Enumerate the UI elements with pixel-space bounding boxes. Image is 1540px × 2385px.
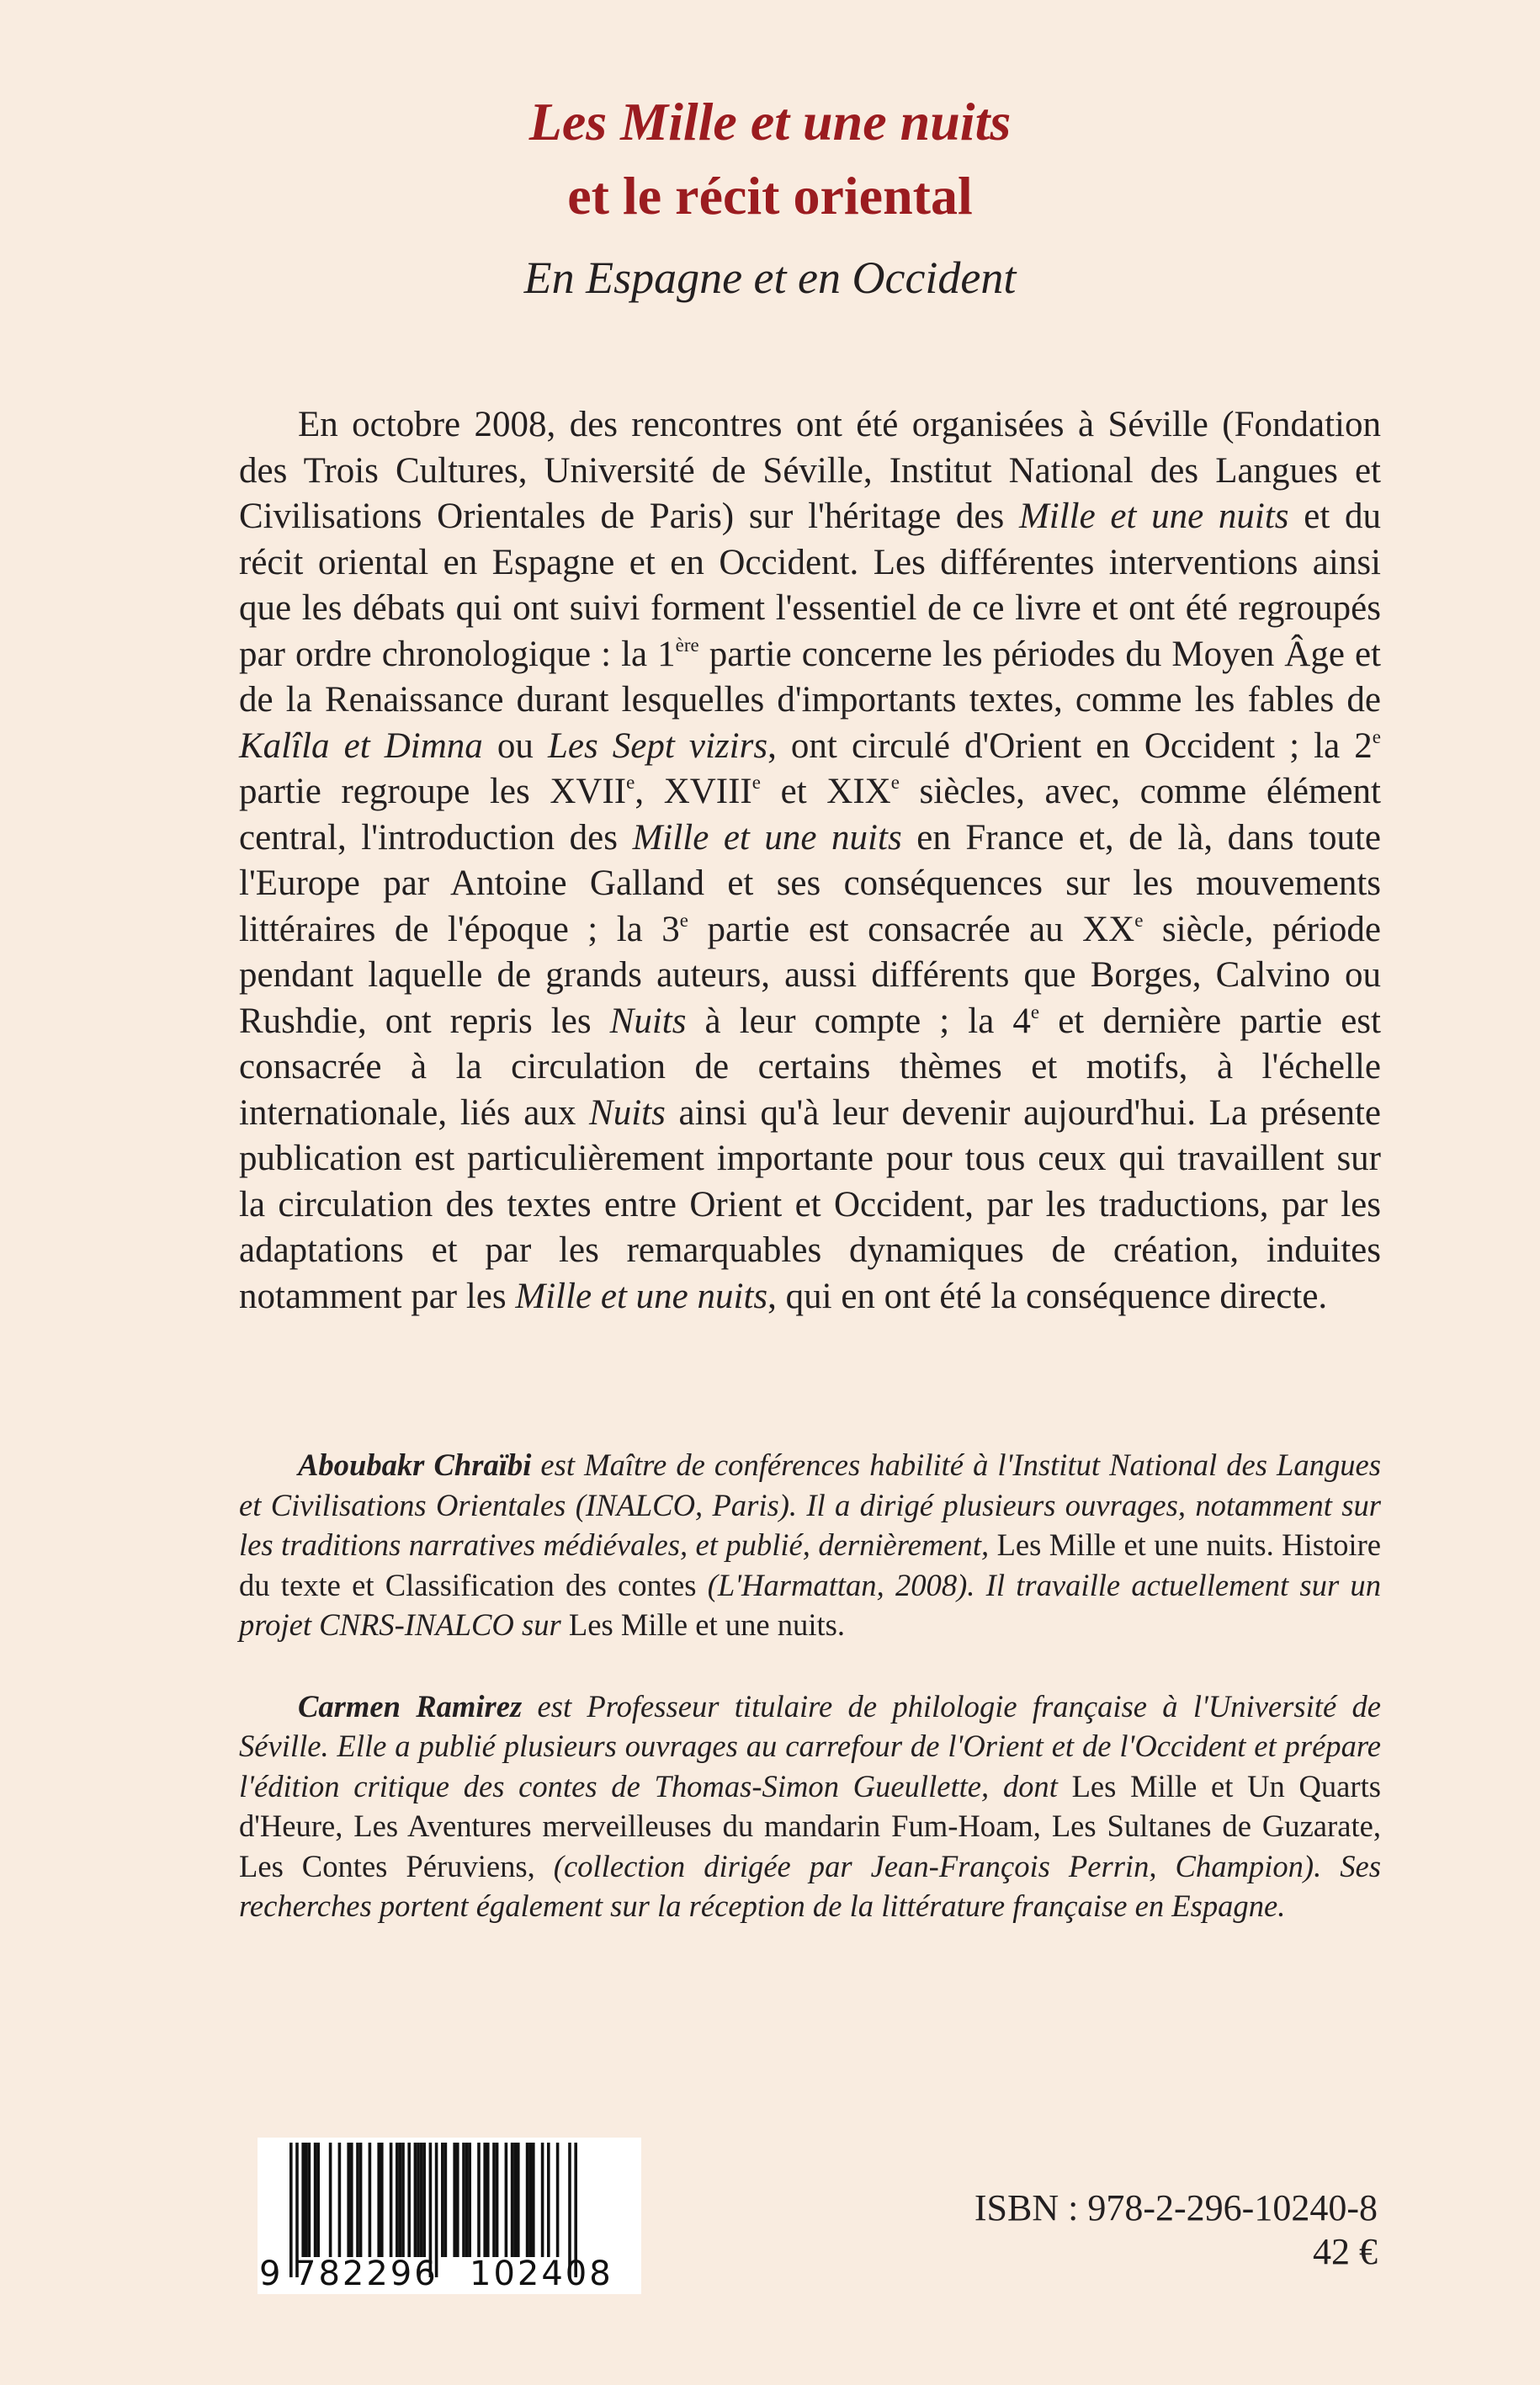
- superscript: e: [626, 772, 635, 793]
- text-run: siècle, période pendant laquelle de grands auteurs, aussi différents que Borges, Calvino ou Rushdie, ont repris les: [239, 909, 1381, 1041]
- barcode-bar: [453, 2143, 456, 2257]
- text-run: (L'Harmattan, 2008). Il travaille actuellement sur un projet CNRS-INALCO sur: [239, 1567, 1381, 1642]
- barcode-bar: [316, 2143, 320, 2257]
- summary-text: [239, 402, 1381, 1320]
- title-line-2: et le récit oriental: [567, 166, 973, 226]
- italic-run: Les Sept vizirs: [547, 725, 768, 766]
- subtitle: En Espagne et en Occident: [523, 252, 1017, 303]
- barcode-bar: [526, 2143, 529, 2257]
- barcode: [258, 2138, 641, 2294]
- barcode-bar: [417, 2143, 420, 2257]
- barcode-bar: [456, 2143, 459, 2257]
- barcode-bar: [356, 2143, 359, 2257]
- barcode-digits: [258, 2255, 641, 2292]
- text-run: .: [836, 1607, 846, 1642]
- italic-run: Kalîla et Dimna: [239, 725, 483, 766]
- barcode-bar: [308, 2143, 311, 2257]
- superscript: e: [890, 772, 900, 793]
- text-run: partie concerne les périodes du Moyen Âge et de la Renaissance durant lesquelles d'importants textes, comme les fables de: [239, 634, 1381, 720]
- text-run: et XIX: [760, 772, 891, 811]
- author-name: Aboubakr Chraïbi: [298, 1447, 532, 1482]
- barcode-bar: [414, 2143, 417, 2257]
- italic-run: Nuits: [589, 1092, 666, 1133]
- text-run: partie regroupe les XVII: [239, 772, 627, 811]
- barcode-bar: [377, 2143, 380, 2257]
- superscript: ère: [675, 634, 699, 656]
- text-run: est Maître de conférences habilité à l'Institut National des Langues et Civilisations Orientales (INALCO, Paris). Il a dirigé plusieurs ouvrages, notamment sur les traditions narratives médiévales, et publié, dernièrement,: [239, 1447, 1381, 1562]
- barcode-bar: [556, 2143, 560, 2257]
- barcode-bar: [347, 2143, 350, 2257]
- text-run: , qui en ont été la conséquence directe.: [767, 1276, 1328, 1316]
- barcode-bar: [541, 2143, 544, 2257]
- barcode-bar: [380, 2143, 384, 2257]
- superscript: e: [1030, 1001, 1040, 1023]
- barcode-bar: [444, 2143, 448, 2257]
- barcode-bar: [486, 2143, 490, 2257]
- barcode-bar: [399, 2143, 402, 2257]
- text-run: (collection dirigée par Jean-François Perrin, Champion). Ses recherches portent également sur la réception de la littérature française en Espagne.: [239, 1848, 1381, 1923]
- barcode-bar: [422, 2143, 426, 2257]
- text-run: et du récit oriental en Espagne et en Occident. Les différentes interventions ainsi que les débats qui ont suivi forment l'essentiel de ce livre et ont été regroupés par ordre chronologique : la 1: [239, 497, 1381, 674]
- barcode-bar: [390, 2143, 393, 2257]
- italic-run: Mille et une nuits: [515, 1276, 768, 1316]
- text-run: siècles, avec, comme élément central, l'introduction des: [239, 772, 1381, 858]
- barcode-bar: [477, 2143, 481, 2257]
- text-run: partie est consacrée au XX: [688, 909, 1135, 949]
- author-name: Carmen Ramirez: [298, 1688, 523, 1724]
- text-run: , ont circulé d'Orient en Occident ; la 2: [767, 725, 1373, 766]
- barcode-left-digits: 782296: [295, 2255, 438, 2293]
- superscript: e: [1134, 909, 1144, 931]
- barcode-bar: [369, 2143, 372, 2257]
- barcode-bar: [338, 2143, 342, 2257]
- text-run: est Professeur titulaire de philologie française à l'Université de Séville. Elle a publié plusieurs ouvrages au carrefour de l'Orient et de l'Occident et prépare l'édition critique des contes de Thomas-Simon Gueullette, dont: [239, 1688, 1381, 1803]
- superscript: e: [1372, 725, 1381, 747]
- barcode-bar: [465, 2143, 469, 2257]
- superscript: e: [751, 772, 761, 793]
- book-title: Les Mille et une nuits. Histoire du texte et Classification des contes: [239, 1527, 1382, 1602]
- barcode-bar: [407, 2143, 411, 2257]
- text-run: en France et, de là, dans toute l'Europe par Antoine Galland et ses conséquences sur les mouvements littéraires de l'époque ; la 3: [239, 817, 1381, 949]
- barcode-bar: [496, 2143, 499, 2257]
- book-title: Les Mille et une nuits: [568, 1607, 837, 1642]
- barcode-bar: [532, 2143, 535, 2257]
- italic-run: Nuits: [609, 1001, 687, 1041]
- summary-paragraph: [239, 402, 1381, 1320]
- isbn: ISBN : 978-2-296-10240-8: [974, 2187, 1378, 2228]
- barcode-bar: [492, 2143, 496, 2257]
- text-run: ou: [482, 725, 548, 766]
- author-bios: [239, 1445, 1381, 1926]
- barcode-bar: [441, 2143, 444, 2257]
- header: [0, 88, 1540, 307]
- barcode-bar: [511, 2143, 514, 2257]
- bio-chraibi: [239, 1445, 1381, 1645]
- barcode-bar: [528, 2143, 532, 2257]
- barcode-bar: [420, 2143, 423, 2257]
- barcode-bar: [305, 2143, 308, 2257]
- barcode-bar: [329, 2143, 332, 2257]
- text-run: à leur compte ; la 4: [686, 1001, 1031, 1041]
- barcode-bar: [483, 2143, 486, 2257]
- book-title: Les Mille et Un Quarts d'Heure, Les Aventures merveilleuses du mandarin Fum-Hoam, Les Sultanes de Guzarate, Les Contes Péruviens,: [239, 1768, 1381, 1883]
- barcode-first-digit: 9: [259, 2255, 281, 2293]
- barcode-bar: [350, 2143, 353, 2257]
- barcode-bar: [468, 2143, 471, 2257]
- barcode-bar: [517, 2143, 520, 2257]
- barcode-bar: [513, 2143, 517, 2257]
- price: 42 €: [1313, 2231, 1378, 2272]
- text-run: , XVIII: [635, 772, 752, 811]
- barcode-bar: [547, 2143, 550, 2257]
- superscript: e: [679, 909, 688, 931]
- barcode-bar: [359, 2143, 363, 2257]
- text-run: ainsi qu'à leur devenir aujourd'hui. La présente publication est particulièrement importante pour tous ceux qui travaillent sur la circulation des textes entre Orient et Occident, par les traductions, par les adaptations et par les remarquables dynamiques de création, induites notamment par les: [239, 1092, 1381, 1316]
- barcode-bar: [401, 2143, 405, 2257]
- spacer: [239, 1645, 1381, 1686]
- barcode-bar: [462, 2143, 465, 2257]
- italic-run: Mille et une nuits: [632, 817, 902, 858]
- italic-run: Mille et une nuits: [1018, 497, 1289, 536]
- barcode-bar: [505, 2143, 508, 2257]
- barcode-bar: [396, 2143, 399, 2257]
- barcode-right-digits: 102408: [470, 2255, 613, 2293]
- barcode-bar: [314, 2143, 317, 2257]
- text-run: En octobre 2008, des rencontres ont été organisées à Séville (Fondation des Trois Cultures, Université de Séville, Institut National des Langues et Civilisations Orientales de Paris) sur l'héritage des: [239, 405, 1381, 536]
- title-line-1: Les Mille et une nuits: [528, 92, 1012, 151]
- barcode-bar: [301, 2143, 305, 2257]
- bio-ramirez: [239, 1686, 1381, 1926]
- text-run: et dernière partie est consacrée à la circulation de certains thèmes et motifs, à l'échelle internationale, liés aux: [239, 1001, 1381, 1133]
